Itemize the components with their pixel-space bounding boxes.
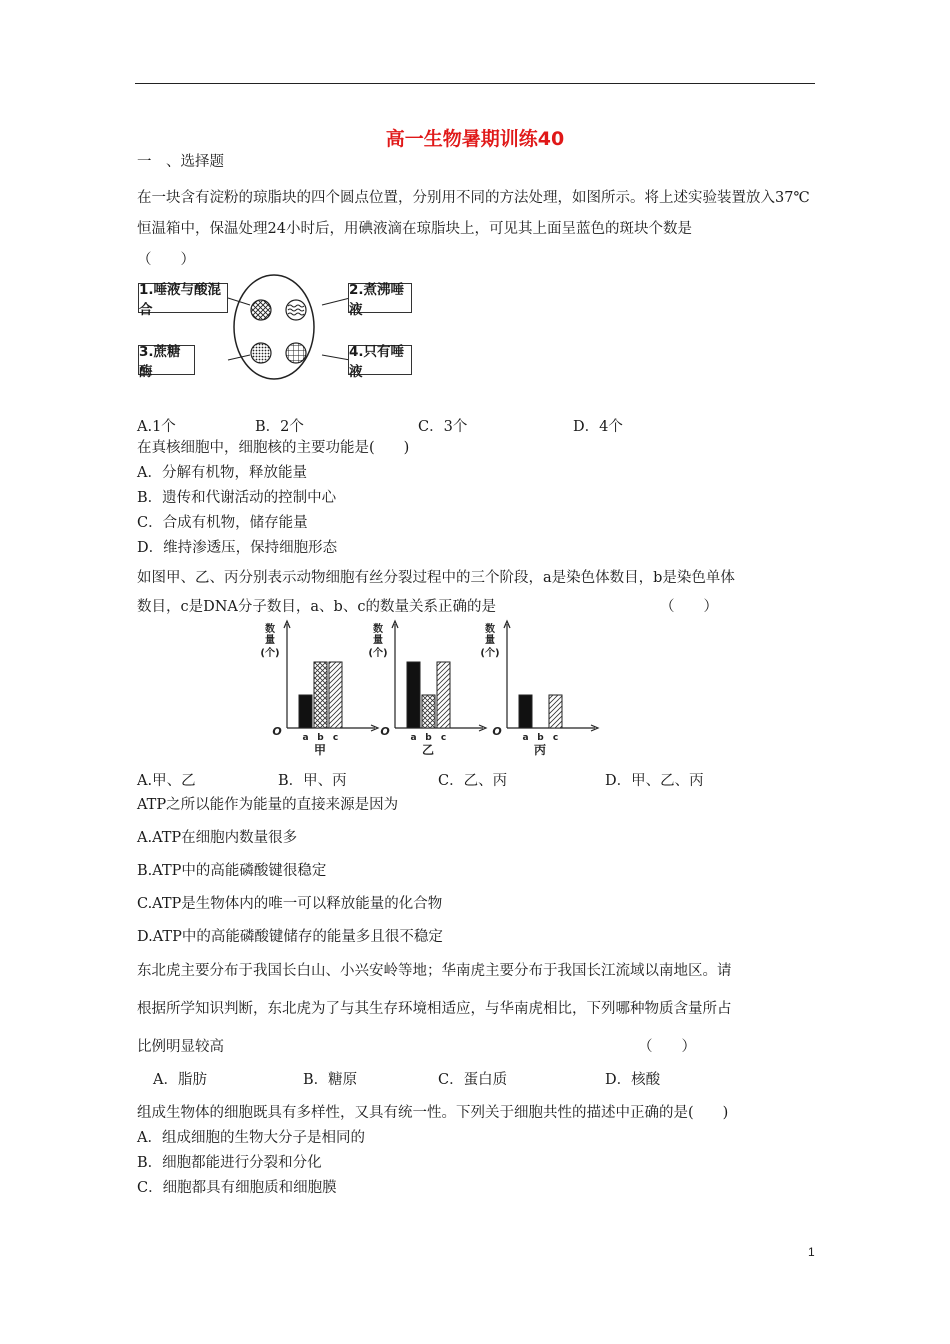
bar-a [299, 695, 312, 728]
q2-option-b: B．遗传和代谢活动的控制中心 [137, 490, 337, 506]
label-box-3: 3.蔗糖酶 [138, 345, 195, 375]
q3-bracket: （ ） [660, 599, 718, 615]
q2-option-d: D．维持渗透压，保持细胞形态 [137, 540, 338, 556]
tick-label-c: c [440, 733, 447, 743]
q5-option-d: D．核酸 [605, 1072, 661, 1088]
bar-c [437, 662, 450, 728]
origin-label: O [272, 725, 282, 738]
y-axis-label: (个) [368, 648, 388, 659]
q3-option-b: B．甲、丙 [278, 773, 347, 789]
q1-stem: 在一块含有淀粉的琼脂块的四个圆点位置，分别用不同的方法处理，如图所示。将上述实验装置放入37℃恒温箱中，保温处理24小时后，用碘液滴在琼脂块上，可见其上面呈蓝色的斑块个数是 （ ） [137, 190, 924, 268]
q5-option-c: C．蛋白质 [438, 1072, 508, 1088]
q3-stem-line1: 如图甲、乙、丙分别表示动物细胞有丝分裂过程中的三个阶段，a是染色体数目，b是染色单体 [137, 570, 735, 586]
tick-label-a: a [410, 733, 417, 743]
chart-title: 丙 [533, 743, 547, 757]
y-axis-label: (个) [260, 648, 280, 659]
y-axis-label: 数 [373, 624, 383, 635]
q4-option-d: D.ATP中的高能磷酸键储存的能量多且很不稳定 [137, 929, 443, 945]
spot-4 [286, 343, 306, 363]
q2-stem: 在真核细胞中，细胞核的主要功能是( ) [137, 440, 410, 456]
page-number: 1 [808, 1245, 815, 1259]
label-box-4: 4.只有唾液 [348, 345, 412, 375]
q3-option-d: D．甲、乙、丙 [605, 773, 704, 789]
y-axis-label: 量 [265, 635, 275, 646]
tick-label-b: b [425, 733, 432, 743]
bar-a [519, 695, 532, 728]
chart-title: 甲 [313, 743, 327, 757]
q4-stem: ATP之所以能作为能量的直接来源是因为 [137, 797, 399, 813]
q5-bracket: （ ） [638, 1039, 696, 1055]
q5-stem-line1: 东北虎主要分布于我国长白山、小兴安岭等地；华南虎主要分布于我国长江流域以南地区。请 [137, 963, 732, 979]
bar-b [422, 695, 435, 728]
header-rule [135, 83, 815, 84]
bar-a [407, 662, 420, 728]
q6-option-a: A．组成细胞的生物大分子是相同的 [137, 1130, 365, 1146]
q6-option-c: C．细胞都具有细胞质和细胞膜 [137, 1180, 337, 1196]
q3-option-a: A.甲、乙 [137, 773, 196, 789]
origin-label: O [380, 725, 390, 738]
bar-b [314, 662, 327, 728]
y-axis-label: (个) [480, 648, 500, 659]
tick-label-c: c [552, 733, 559, 743]
section-label: 一 、选择题 [137, 154, 224, 170]
q5-stem-line3: 比例明显较高 [137, 1039, 224, 1055]
q5-stem-line2: 根据所学知识判断，东北虎为了与其生存环境相适应，与华南虎相比，下列哪种物质含量所占 [137, 1001, 732, 1017]
spot-3 [251, 343, 271, 363]
q6-option-b: B．细胞都能进行分裂和分化 [137, 1155, 322, 1171]
q4-option-c: C.ATP是生物体内的唯一可以释放能量的化合物 [137, 896, 443, 912]
bar-c [549, 695, 562, 728]
bar-c [329, 662, 342, 728]
q3-stem-line2: 数目，c是DNA分子数目，a、b、c的数量关系正确的是 [137, 599, 496, 615]
q4-option-a: A.ATP在细胞内数量很多 [137, 830, 298, 846]
chart-title: 乙 [421, 743, 435, 757]
q5-option-a: A．脂肪 [153, 1072, 207, 1088]
tick-label-c: c [332, 733, 339, 743]
q1-option-c: C．3个 [418, 419, 468, 435]
origin-label: O [492, 725, 502, 738]
tick-label-b: b [317, 733, 324, 743]
q4-option-b: B.ATP中的高能磷酸键很稳定 [137, 863, 327, 879]
label-box-2: 2.煮沸唾液 [348, 283, 412, 313]
q5-option-b: B．糖原 [303, 1072, 358, 1088]
y-axis-label: 量 [485, 635, 495, 646]
y-axis-label: 数 [485, 624, 495, 635]
q2-option-c: C．合成有机物，储存能量 [137, 515, 308, 531]
q1-option-b: B．2个 [255, 419, 304, 435]
page-title: 高一生物暑期训练40 [385, 128, 565, 150]
y-axis-label: 数 [265, 624, 275, 635]
bar-charts [255, 618, 600, 760]
label-box-1: 1.唾液与酸混合 [138, 283, 228, 313]
tick-label-a: a [302, 733, 309, 743]
agar-block [234, 275, 314, 379]
tick-label-a: a [522, 733, 529, 743]
q3-option-c: C．乙、丙 [438, 773, 508, 789]
y-axis-label: 量 [373, 635, 383, 646]
tick-label-b: b [537, 733, 544, 743]
q1-option-a: A.1个 [137, 419, 176, 435]
q6-stem: 组成生物体的细胞既具有多样性，又具有统一性。下列关于细胞共性的描述中正确的是( ) [137, 1105, 729, 1121]
spot-1 [251, 300, 271, 320]
q2-option-a: A．分解有机物，释放能量 [137, 465, 307, 481]
q1-option-d: D．4个 [573, 419, 623, 435]
